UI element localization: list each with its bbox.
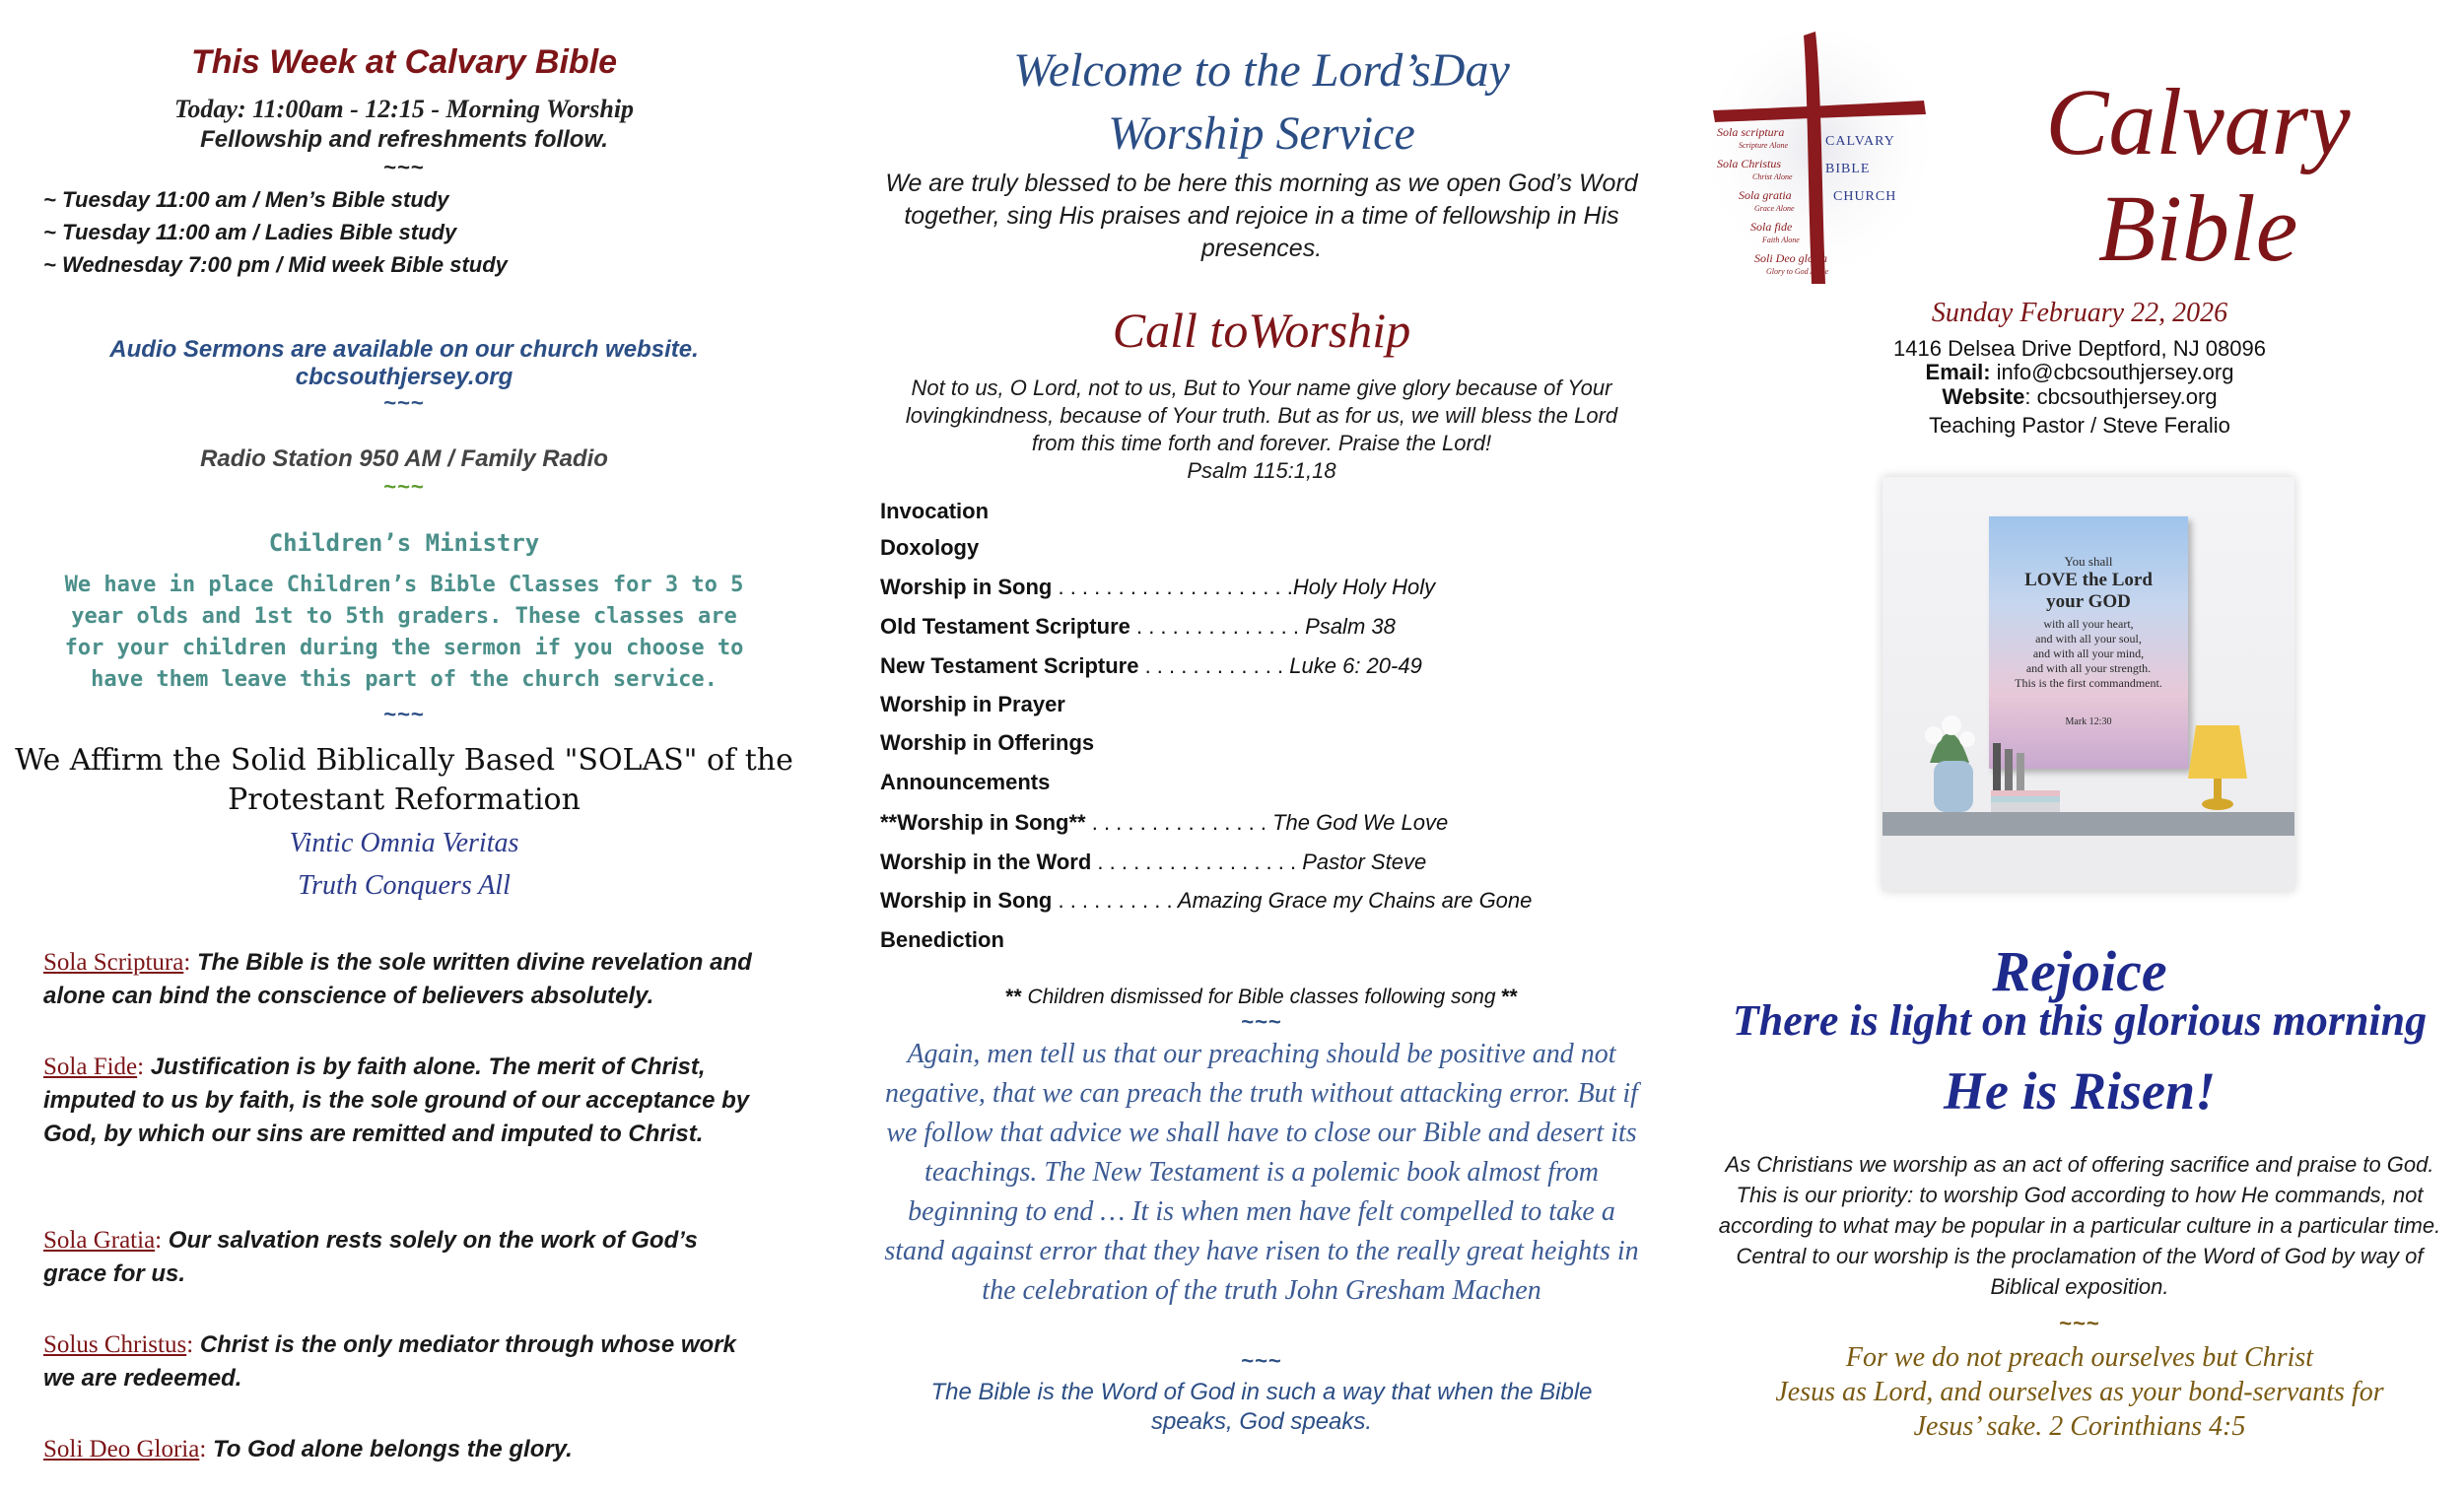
order-item bbox=[880, 614, 1396, 640]
logo-sola: Sola Christus bbox=[1717, 157, 1782, 170]
order-label: Announcements bbox=[880, 770, 1051, 794]
sola-sep: : bbox=[183, 949, 191, 976]
verse-line: Jesus as Lord, and ourselves as your bond-servants for bbox=[1775, 1377, 2384, 1407]
poster-text: LOVE the Lord bbox=[2024, 570, 2153, 590]
logo-solas bbox=[1717, 126, 1835, 278]
logo-wordmark bbox=[1825, 128, 1896, 211]
order-label: Benediction bbox=[880, 927, 1004, 952]
separator: ~~~ bbox=[383, 390, 425, 415]
welcome-subtitle: Worship Service bbox=[1108, 107, 1415, 160]
order-label: New Testament Scripture bbox=[880, 653, 1139, 678]
order-label: **Worship in Song** bbox=[880, 810, 1086, 835]
order-label: Worship in Prayer bbox=[880, 692, 1065, 716]
welcome-intro: We are truly blessed to be here this morning as we open God’s Word together, sing His praises and rejoice in a time of fellowship in His presences. bbox=[885, 170, 1638, 262]
order-label: Worship in Song bbox=[880, 575, 1053, 599]
word-of-god-statement: The Bible is the Word of God in such a way that when the Bible speaks, God speaks. bbox=[930, 1379, 1593, 1435]
order-item bbox=[880, 653, 1422, 679]
scripture-poster-photo bbox=[1882, 477, 2294, 891]
sola-text: The Bible is the sole written divine revelation and alone can bind the conscience of believers absolutely. bbox=[43, 949, 752, 1009]
today-service: Today: 11:00am - 12:15 - Morning Worship bbox=[173, 95, 635, 123]
fellowship-note: Fellowship and refreshments follow. bbox=[200, 126, 608, 153]
radio-station: Radio Station 950 AM / Family Radio bbox=[200, 445, 608, 472]
poster-text: and with all your mind, bbox=[2032, 646, 2145, 660]
call-to-worship-title: Call toWorship bbox=[1112, 303, 1411, 358]
poster-text: your GOD bbox=[2046, 591, 2131, 612]
poster-text: and with all your soul, bbox=[2035, 632, 2142, 646]
sola-name: Sola Fide bbox=[43, 1054, 138, 1080]
order-value: Amazing Grace my Chains are Gone bbox=[1172, 888, 1533, 913]
logo-sola-en: Glory to God Alone bbox=[1766, 267, 1829, 276]
sola-scriptura bbox=[43, 946, 763, 1013]
order-dots: . . . . . . . . . . . . . . . bbox=[1085, 810, 1266, 835]
separator: ~~~ bbox=[2059, 1311, 2100, 1335]
sola-sep: : bbox=[137, 1054, 145, 1080]
separator: ~~~ bbox=[383, 155, 425, 179]
childrens-ministry-title: Children’s Ministry bbox=[268, 529, 540, 557]
email-link[interactable]: info@cbcsouthjersey.org bbox=[1990, 360, 2234, 384]
website-line bbox=[1735, 383, 2425, 410]
machen-quote: Again, men tell us that our preaching should be positive and not negative, that we can preach the truth without attacking error. But if we follow that advice we shall have to close our Bible and desert its teachings. The New Testament is a polemic book almost from beginning to end … It is when men have felt compelled to take a stand against error that they have risen to the really great heights in the celebration of the truth John Gresham Machen bbox=[884, 1039, 1639, 1306]
sola-sep: : bbox=[155, 1227, 163, 1254]
email-line bbox=[1735, 359, 2425, 385]
website-link[interactable]: cbcsouthjersey.org bbox=[295, 364, 513, 390]
verse-line: For we do not preach ourselves but Christ bbox=[1845, 1342, 2314, 1373]
sola-text: Christ is the only mediator through whose work we are redeemed. bbox=[43, 1331, 736, 1392]
order-item bbox=[880, 927, 1004, 953]
childrens-ministry-body: We have in place Children’s Bible Classes for 3 to 5 year olds and 1st to 5th graders. These classes are for your children during the sermon if you choose to have them leave this part of the church service. bbox=[64, 573, 744, 692]
church-logo bbox=[1705, 26, 1932, 292]
sola-name: Sola Gratia bbox=[43, 1227, 156, 1254]
logo-sola-en: Scripture Alone bbox=[1739, 141, 1788, 150]
separator: ~~~ bbox=[383, 474, 425, 499]
order-item bbox=[880, 850, 1426, 875]
middle-panel bbox=[867, 0, 1656, 1496]
sola-text: To God alone belongs the glory. bbox=[212, 1436, 573, 1462]
shelf-decor-icon bbox=[1882, 477, 2294, 891]
poster-text: This is the first commandment. bbox=[2015, 676, 2162, 690]
order-dots: . . . . . . . . . . . . bbox=[1138, 653, 1284, 678]
order-label: Invocation bbox=[880, 499, 990, 523]
logo-sola: Sola gratia bbox=[1739, 188, 1792, 202]
solas-affirmation-line2: Protestant Reformation bbox=[228, 782, 581, 817]
rejoice-heading: Rejoice bbox=[1992, 939, 2167, 1003]
note-text: Children dismissed for Bible classes following song bbox=[1021, 986, 1502, 1008]
sola-text: Our salvation rests solely on the work of God’s grace for us. bbox=[43, 1227, 698, 1287]
order-value: The God We Love bbox=[1266, 810, 1449, 835]
latin-motto: Vintic Omnia Veritas bbox=[289, 828, 519, 858]
address: 1416 Delsea Drive Deptford, NJ 08096 bbox=[1893, 336, 2266, 361]
logo-sola: Soli Deo gloria bbox=[1754, 251, 1827, 265]
sola-sep: : bbox=[186, 1331, 194, 1358]
website-link[interactable]: : cbcsouthjersey.org bbox=[2024, 384, 2218, 409]
poster-text: and with all your strength. bbox=[2025, 661, 2152, 675]
sola-text: Justification is by faith alone. The merit of Christ, imputed to us by faith, is the sole ground of our acceptance by God, by which our sins are remitted and imputed to Christ. bbox=[43, 1054, 750, 1147]
order-value: Pastor Steve bbox=[1296, 850, 1427, 874]
logo-sola-en: Faith Alone bbox=[1762, 236, 1800, 244]
order-label: Worship in the Word bbox=[880, 850, 1092, 874]
separator: ~~~ bbox=[1241, 1348, 1282, 1373]
worship-priority-text: As Christians we worship as an act of offering sacrifice and praise to God. This is our priority: to worship God according to how He commands, not according to what may be popular in a particular culture in a particular time. Central to our worship is the proclamation of the Word of God by way of Biblical exposition. bbox=[1718, 1152, 2441, 1299]
sola-sep: : bbox=[199, 1436, 207, 1462]
email-label: Email: bbox=[1925, 360, 1991, 384]
order-item bbox=[880, 730, 1094, 756]
logo-sola: Sola fide bbox=[1750, 220, 1793, 234]
order-item bbox=[880, 499, 989, 524]
order-item bbox=[880, 535, 979, 561]
order-value: Holy Holy Holy bbox=[1292, 575, 1436, 599]
order-label: Old Testament Scripture bbox=[880, 614, 1130, 639]
order-dots: . . . . . . . . . . . . . . . . . bbox=[1091, 850, 1297, 874]
order-dots: . . . . . . . . . . . . . . bbox=[1129, 614, 1300, 639]
glorious-morning-heading: There is light on this glorious morning bbox=[1732, 996, 2428, 1045]
order-item bbox=[880, 770, 1050, 795]
order-dots: . . . . . . . . . . bbox=[1052, 888, 1173, 913]
teaching-pastor: Teaching Pastor / Steve Feralio bbox=[1929, 413, 2230, 438]
logo-word: CALVARY bbox=[1825, 134, 1895, 149]
solus-christus bbox=[43, 1328, 763, 1395]
soli-deo-gloria bbox=[43, 1433, 763, 1466]
sola-fide bbox=[43, 1051, 763, 1151]
schedule-item: ~ Tuesday 11:00 am / Men’s Bible study bbox=[43, 187, 449, 212]
sola-gratia bbox=[43, 1224, 763, 1291]
verse-line: Jesus’ sake. 2 Corinthians 4:5 bbox=[1913, 1411, 2246, 1442]
order-dots: . . . . . . . . . . . . . . . . . . . . bbox=[1052, 575, 1293, 599]
order-label: Doxology bbox=[880, 535, 980, 560]
motto-translation: Truth Conquers All bbox=[298, 870, 511, 901]
logo-sola-en: Christ Alone bbox=[1752, 172, 1793, 181]
church-name-line1: Calvary bbox=[2045, 69, 2351, 174]
children-dismissed-note bbox=[867, 986, 1656, 1009]
order-value: Luke 6: 20-49 bbox=[1283, 653, 1422, 678]
note-marker: ** bbox=[1501, 986, 1518, 1008]
audio-sermons-note: Audio Sermons are available on our church website. bbox=[109, 336, 699, 363]
solas-affirmation: We Affirm the Solid Biblically Based "SOLAS" of the bbox=[15, 743, 793, 778]
left-panel bbox=[0, 0, 808, 1496]
logo-sola-en: Grace Alone bbox=[1754, 204, 1795, 213]
note-marker: ** bbox=[1005, 986, 1022, 1008]
church-name-line2: Bible bbox=[2097, 175, 2298, 281]
order-item bbox=[880, 575, 1435, 600]
schedule-item: ~ Tuesday 11:00 am / Ladies Bible study bbox=[43, 220, 457, 244]
sola-name: Sola Scriptura bbox=[43, 949, 184, 976]
website-label: Website bbox=[1942, 384, 2025, 409]
schedule-item: ~ Wednesday 7:00 pm / Mid week Bible study bbox=[43, 252, 508, 277]
order-item bbox=[880, 692, 1065, 717]
poster-ref: Mark 12:30 bbox=[2065, 716, 2112, 727]
poster-text: You shall bbox=[2064, 554, 2113, 569]
order-item bbox=[880, 810, 1448, 836]
sola-name: Solus Christus bbox=[43, 1331, 187, 1358]
call-to-worship-ref: Psalm 115:1,18 bbox=[1187, 458, 1336, 483]
order-value: Psalm 38 bbox=[1299, 614, 1396, 639]
separator: ~~~ bbox=[1241, 1009, 1282, 1034]
this-week-title: This Week at Calvary Bible bbox=[190, 43, 618, 81]
sola-name: Soli Deo Gloria bbox=[43, 1436, 200, 1462]
logo-word: BIBLE bbox=[1825, 162, 1871, 176]
right-panel bbox=[1695, 0, 2464, 1496]
logo-sola: Sola scriptura bbox=[1717, 125, 1785, 139]
order-label: Worship in Song bbox=[880, 888, 1053, 913]
poster-text: with all your heart, bbox=[2043, 617, 2134, 631]
call-to-worship-text: Not to us, O Lord, not to us, But to Your name give glory because of Your lovingkindness, because of Your truth. But as for us, we will bless the Lord from this time forth and forever. Praise the Lord! bbox=[905, 375, 1618, 455]
order-item bbox=[880, 888, 1532, 914]
service-date: Sunday February 22, 2026 bbox=[1931, 298, 2228, 328]
order-label: Worship in Offerings bbox=[880, 730, 1095, 755]
logo-word: CHURCH bbox=[1833, 189, 1897, 204]
he-is-risen-heading: He is Risen! bbox=[1943, 1061, 2217, 1121]
welcome-title: Welcome to the Lord’sDay bbox=[1013, 44, 1510, 97]
separator: ~~~ bbox=[383, 702, 425, 726]
